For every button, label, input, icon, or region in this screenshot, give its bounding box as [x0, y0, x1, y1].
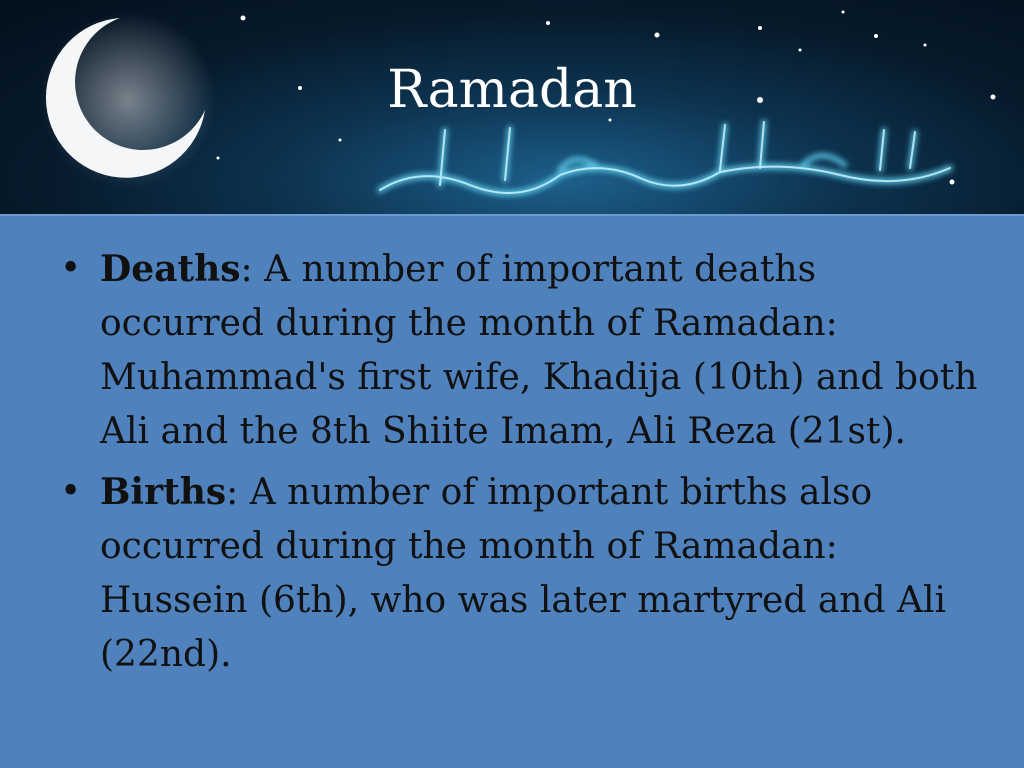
bullet-text: : A number of important births also occurred during the month of Ramadan: Hussein (6th), who was later martyred and Ali (22nd). [100, 472, 946, 675]
content-panel [0, 214, 1024, 768]
bullet-list [58, 242, 978, 688]
bullet-text: : A number of important deaths occurred during the month of Ramadan: Muhammad's first wife, Khadija (10th) and both Ali and the 8th Shiite Imam, Ali Reza (21st). [100, 249, 978, 452]
bullet-item-deaths [58, 242, 978, 459]
bullet-icon: • [60, 471, 82, 512]
bullet-term: Births [100, 471, 227, 513]
bullet-item-births [58, 465, 978, 682]
bullet-term: Deaths [100, 248, 241, 290]
slide-title: Ramadan [387, 60, 637, 120]
header-banner [0, 0, 1024, 214]
bullet-icon: • [60, 248, 82, 289]
